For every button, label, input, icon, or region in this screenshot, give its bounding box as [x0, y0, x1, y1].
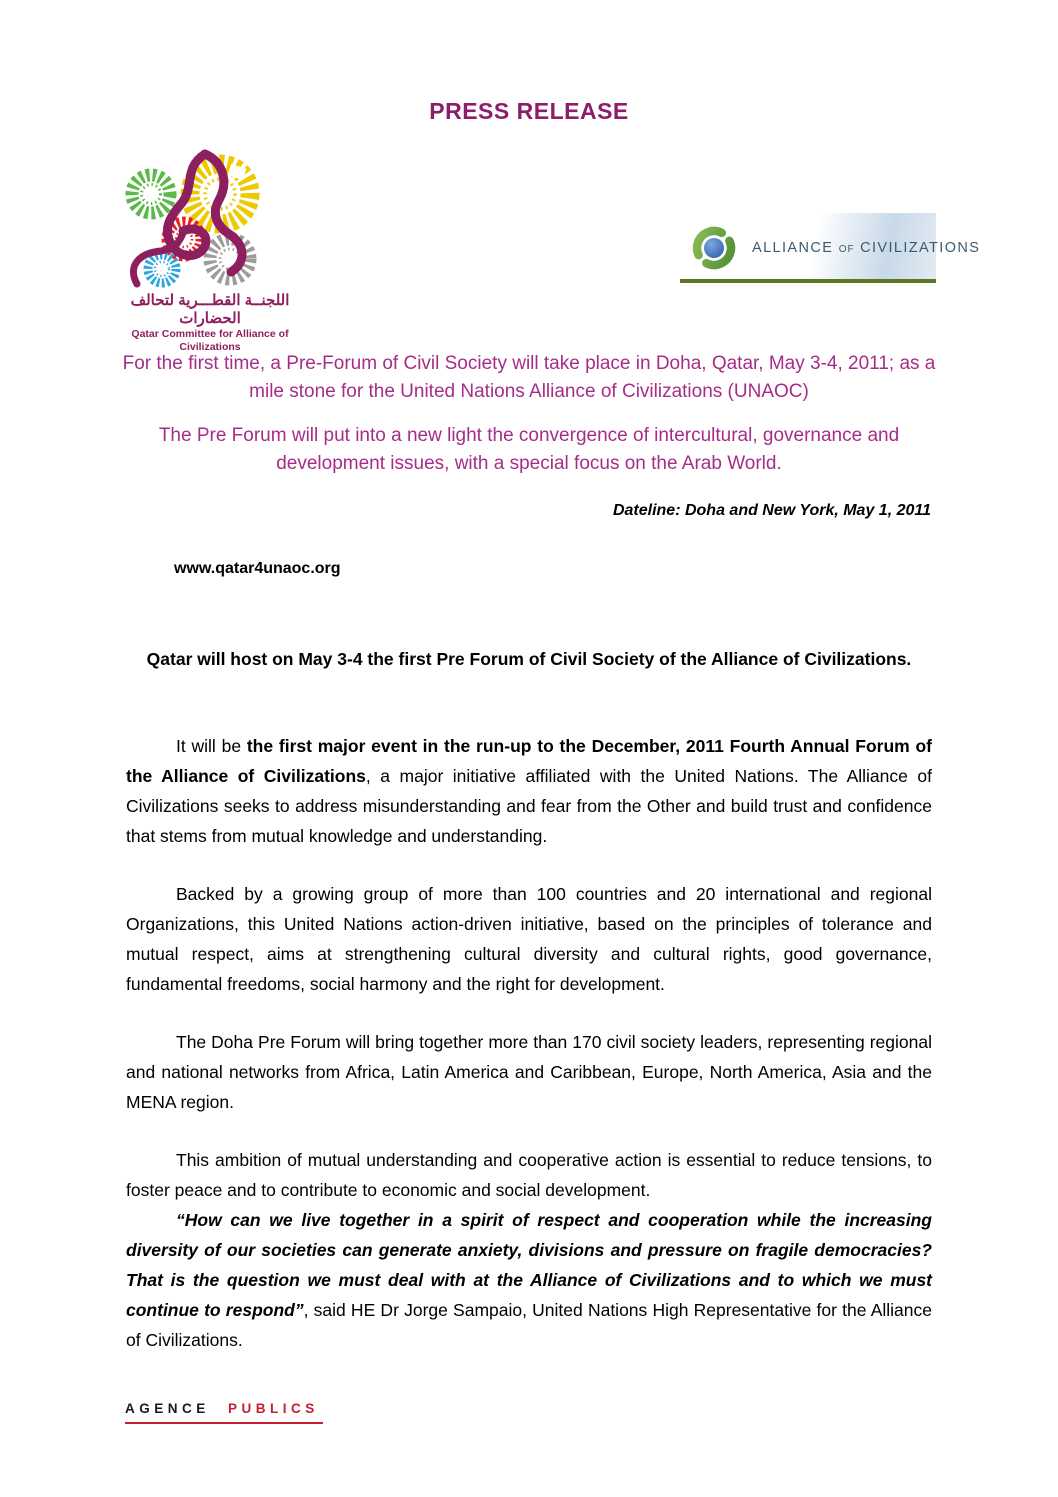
- footer-word-agence: AGENCE: [125, 1401, 210, 1416]
- dateline: Dateline: Doha and New York, May 1, 2011: [612, 502, 931, 519]
- qatar-logo-english-text: Qatar Committee for Alliance of Civilizations: [131, 328, 289, 353]
- paragraph-backing: Backed by a growing group of more than 100 countries and 20 international and regional Organizations, this United Nations action-driven initiative, based on the principles of tolerance and mutual respect, aims at strengthening cultural diversity and cultural rights, good governance, fundamental freedoms, social harmony and the right for development.: [126, 884, 932, 994]
- unaoc-swirl-icon: [686, 220, 742, 276]
- unaoc-logo-text: [752, 240, 980, 256]
- headline-primary: For the first time, a Pre-Forum of Civil Society will take place in Doha, Qatar, May 3-4, 2011; as a mile stone for the United Nations Alliance of Civilizations (UNAOC): [122, 353, 936, 402]
- article-body: [126, 731, 932, 1355]
- paragraph-quote: “How can we live together in a spirit of respect and cooperation while the increasing diversity of our societies can generate anxiety, divisions and pressure on fragile democracies? That is the question we must deal with at the Alliance of Civilizations and to which we must continue to respond”, said HE Dr Jorge Sampaio, United Nations High Representative for the Alliance of Civilizations.: [126, 1210, 932, 1350]
- qatar-sunburst-icon: [117, 148, 303, 290]
- paragraph-intro: It will be the first major event in the run-up to the December, 2011 Fourth Annual Forum of the Alliance of Civilizations, a major initiative affiliated with the United Nations. The Alliance of Civilizations seeks to address misunderstanding and fear from the Other and build trust and confidence that stems from mutual knowledge and understanding.: [126, 736, 933, 846]
- unaoc-logo: [680, 213, 981, 283]
- article-heading: Qatar will host on May 3-4 the first Pre Forum of Civil Society of the Alliance of Civilizations.: [146, 649, 912, 669]
- qatar-logo-arabic-text: اللجنــة القطـــرية لتحالف الحضارات: [130, 292, 290, 327]
- unaoc-word-of: OF: [838, 244, 855, 255]
- unaoc-word-alliance: ALLIANCE: [752, 240, 834, 256]
- page-title: PRESS RELEASE: [429, 98, 629, 124]
- headline-secondary: The Pre Forum will put into a new light the convergence of intercultural, governance and development issues, with a special focus on the Arab World.: [158, 425, 900, 474]
- footer-brand: [125, 1400, 323, 1424]
- paragraph-ambition: This ambition of mutual understanding and cooperative action is essential to reduce tensions, to foster peace and to contribute to economic and social development.: [126, 1150, 932, 1200]
- footer-brand-lockup: [125, 1401, 323, 1424]
- unaoc-word-civilizations: CIVILIZATIONS: [860, 240, 981, 256]
- website-link[interactable]: www.qatar4unaoc.org: [174, 560, 341, 577]
- footer-word-publics: PUBLICS: [228, 1401, 319, 1416]
- qatar-committee-logo: [116, 148, 304, 354]
- paragraph-participants: The Doha Pre Forum will bring together more than 170 civil society leaders, representing regional and national networks from Africa, Latin America and Caribbean, Europe, North America, Asia and the MENA region.: [126, 1032, 932, 1112]
- unaoc-underline-bar: [680, 279, 936, 283]
